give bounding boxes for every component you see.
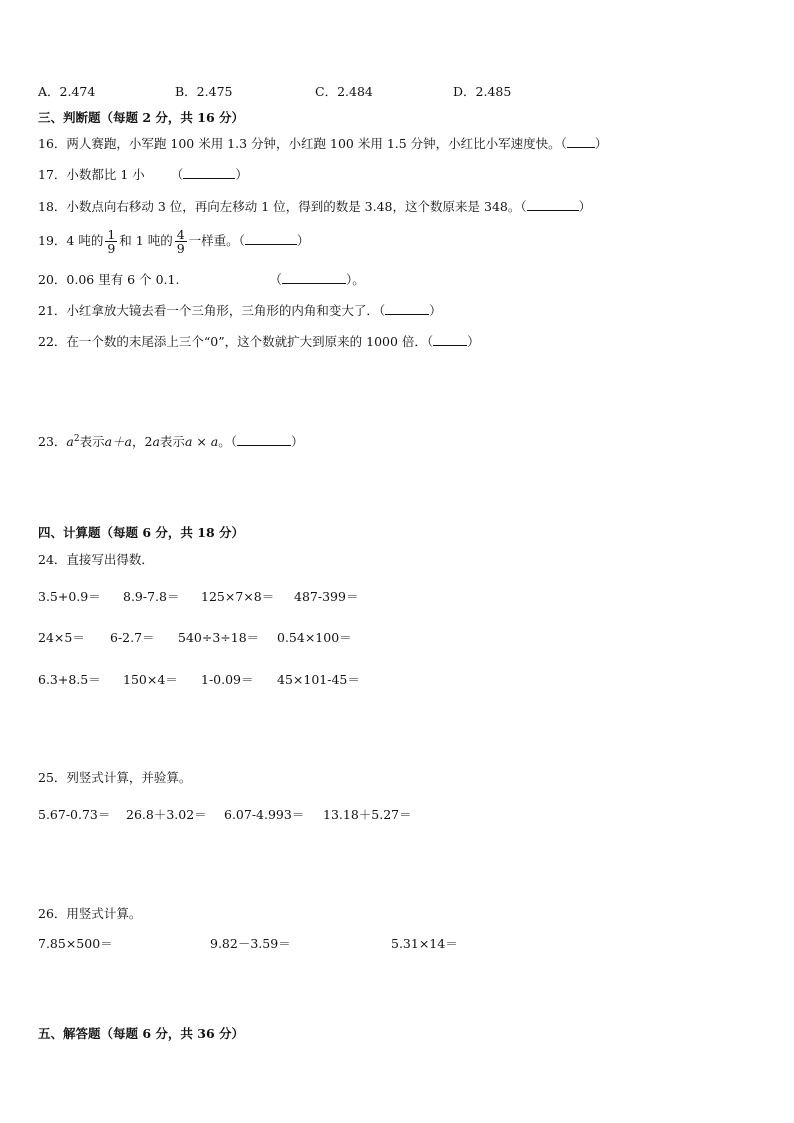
calc-item: 125×7×8＝ (201, 589, 275, 604)
q19-close: ） (296, 233, 310, 248)
q17-close: ） (235, 167, 248, 182)
q18-close: ） (578, 199, 592, 214)
calc-item: 5.31×14＝ (391, 936, 458, 951)
option-d: D．2.485 (453, 84, 512, 99)
calc-item: 9.82－3.59＝ (210, 936, 291, 951)
calc-item: 150×4＝ (123, 672, 178, 687)
expr-a-times-a: a × a (184, 434, 219, 450)
fraction-denominator: 9 (107, 241, 116, 256)
fraction-1-9 (105, 228, 117, 255)
q20-answer-blank[interactable] (282, 273, 346, 284)
question-22 (38, 334, 480, 350)
q16-close: ） (594, 136, 608, 151)
question-17 (38, 167, 248, 183)
q22-text: 22．在一个数的末尾添上三个“0”，这个数就扩大到原来的 1000 倍．（ (38, 334, 434, 349)
q23-t2: ，2 (132, 434, 153, 450)
calc-item: 0.54×100＝ (277, 630, 352, 645)
fraction-4-9 (175, 228, 187, 255)
q21-text: 21．小红拿放大镜去看一个三角形，三角形的内角和变大了．（ (38, 303, 386, 318)
q23-t4: 。（ (218, 434, 238, 450)
calc-item: 45×101-45＝ (277, 672, 360, 687)
q26-title: 26．用竖式计算。 (38, 906, 142, 921)
q19-mid: 和 1 吨的 (119, 233, 173, 248)
q23-answer-blank[interactable] (237, 435, 291, 446)
option-b: B．2.475 (175, 84, 233, 99)
calc-item: 26.8＋3.02＝ (126, 807, 207, 822)
q23-pre: 23． (38, 434, 67, 450)
q19-post: 一样重。（ (188, 233, 245, 248)
exponent: 2 (73, 434, 80, 444)
calc-item: 1-0.09＝ (201, 672, 254, 687)
section5-title: 五、解答题（每题 6 分，共 36 分） (38, 1026, 245, 1041)
fraction-denominator: 9 (176, 241, 185, 256)
q18-answer-blank[interactable] (527, 200, 579, 211)
q21-answer-blank[interactable] (385, 304, 429, 315)
calc-item: 540÷3÷18＝ (178, 630, 260, 645)
calc-item: 3.5+0.9＝ (38, 589, 101, 604)
calc-item: 6-2.7＝ (110, 630, 155, 645)
q20-text: 20．0.06 里有 6 个 0.1. (38, 272, 180, 287)
question-16 (38, 136, 607, 152)
expr-a-plus-a: a＋a (104, 434, 133, 450)
var-a-2: a (152, 434, 160, 450)
option-a: A．2.474 (38, 84, 96, 99)
question-20 (38, 272, 365, 288)
question-21 (38, 303, 442, 319)
section4-title: 四、计算题（每题 6 分，共 18 分） (38, 525, 245, 540)
q19-pre: 19．4 吨的 (38, 233, 104, 248)
q25-title: 25．列竖式计算，并验算。 (38, 770, 192, 785)
calc-item: 8.9-7.8＝ (123, 589, 180, 604)
calc-item: 6.3+8.5＝ (38, 672, 101, 687)
q23-t3: 表示 (159, 434, 185, 450)
calc-item: 487-399＝ (294, 589, 359, 604)
question-18 (38, 199, 591, 215)
q19-answer-blank[interactable] (245, 234, 297, 245)
option-c: C．2.484 (315, 84, 373, 99)
fraction-numerator: 4 (176, 227, 185, 242)
q20-open: （ (269, 272, 282, 287)
q17-text: 17．小数都比 1 小 (38, 167, 145, 182)
q17-answer-blank[interactable] (183, 168, 235, 179)
calc-item: 6.07-4.993＝ (224, 807, 305, 822)
calc-item: 7.85×500＝ (38, 936, 113, 951)
q16-text: 16．两人赛跑，小军跑 100 米用 1.3 分钟，小红跑 100 米用 1.5 分钟，小红比小军速度快。（ (38, 136, 567, 151)
calc-item: 13.18＋5.27＝ (323, 807, 412, 822)
question-23 (38, 431, 304, 450)
q23-t1: 表示 (79, 434, 105, 450)
fraction-numerator: 1 (107, 227, 116, 242)
q24-title: 24．直接写出得数． (38, 552, 154, 567)
calc-item: 5.67-0.73＝ (38, 807, 111, 822)
calc-item: 24×5＝ (38, 630, 85, 645)
q17-open: （ (170, 167, 184, 182)
question-19 (38, 226, 309, 256)
q16-answer-blank[interactable] (567, 137, 595, 148)
q18-text: 18．小数点向右移动 3 位，再向左移动 1 位，得到的数是 3.48，这个数原来是 348。（ (38, 199, 527, 214)
q21-close: ） (429, 303, 442, 318)
q22-answer-blank[interactable] (433, 335, 467, 346)
var-a: a (66, 434, 74, 450)
q20-close: ）。 (345, 272, 365, 287)
q23-close: ） (291, 434, 304, 450)
section3-title: 三、判断题（每题 2 分，共 16 分） (38, 110, 245, 125)
q22-close: ） (467, 334, 480, 349)
